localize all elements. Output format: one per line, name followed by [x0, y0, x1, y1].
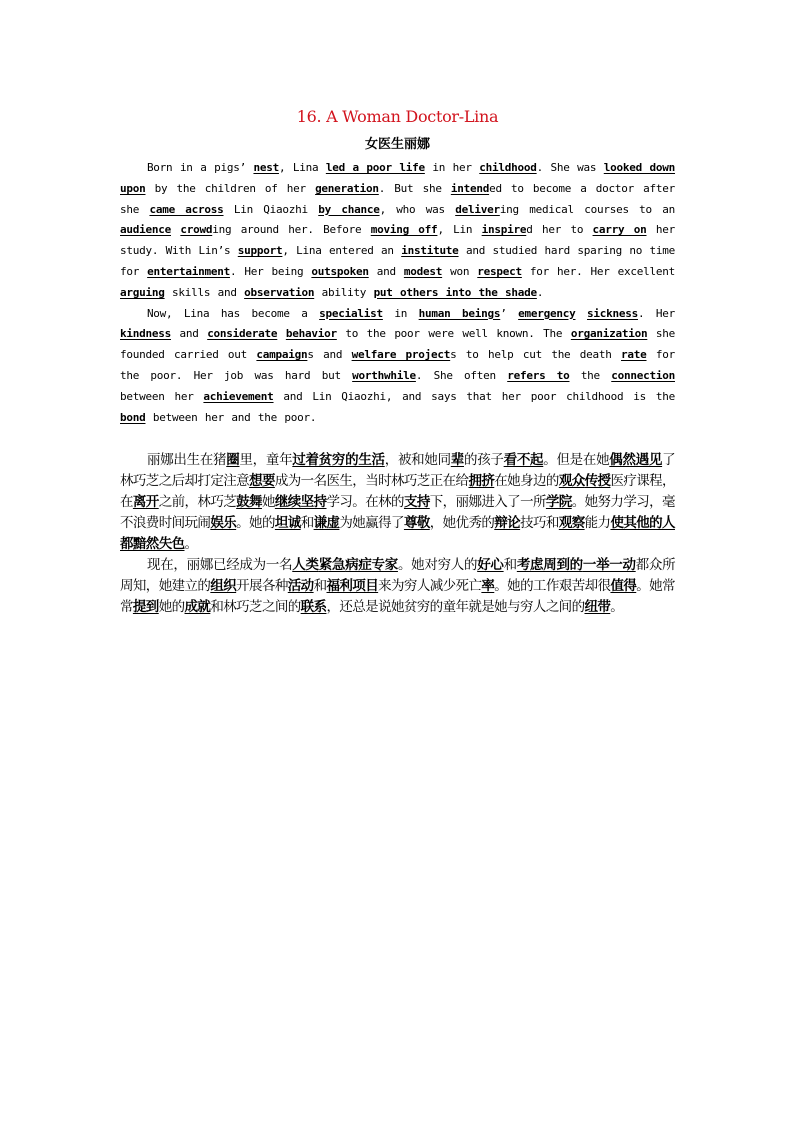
text-run: 现在，丽娜已经成为一名	[147, 557, 293, 574]
text-run: 和	[313, 578, 327, 595]
vocabulary-term: 继续坚持	[274, 494, 327, 511]
vocabulary-term: 联系	[300, 599, 327, 616]
chinese-passage	[120, 450, 675, 618]
vocabulary-term: 纽带	[584, 599, 611, 616]
text-run: 来为穷人减少死亡	[378, 578, 482, 595]
document-subtitle: 女医生丽娜	[364, 137, 430, 152]
text-run: .	[536, 285, 544, 299]
vocabulary-term: 观察	[558, 515, 585, 532]
vocabulary-term: 坦诚	[274, 515, 301, 532]
vocabulary-term: put others into the shade	[373, 285, 537, 299]
text-run: Now, Lina has become a	[146, 306, 320, 320]
vocabulary-term: 传授	[584, 473, 611, 490]
vocabulary-term: carry on	[592, 223, 647, 237]
vocabulary-term: sickness	[587, 306, 638, 320]
text-run: 技巧和	[520, 515, 559, 532]
chinese-paragraph-1	[120, 450, 675, 555]
text-run: and Lin Qiaozhi, and says that her poor childhood is the	[273, 389, 675, 403]
vocabulary-term: entertainment	[147, 264, 230, 278]
vocabulary-term: 过着贫穷的生活	[292, 452, 385, 469]
vocabulary-term: crowd	[180, 223, 213, 237]
vocabulary-term: by chance	[318, 202, 380, 216]
vocabulary-term: human beings	[418, 306, 501, 320]
section-spacer	[120, 428, 675, 450]
vocabulary-term: audience	[120, 223, 171, 237]
vocabulary-term: welfare project	[351, 348, 451, 362]
vocabulary-term: 人类	[292, 557, 319, 574]
text-run: the	[569, 368, 612, 382]
text-run: and	[170, 327, 208, 341]
vocabulary-term: worthwhile	[352, 368, 416, 382]
vocabulary-term: 尊敬	[403, 515, 430, 532]
text-run: ing around her. Before	[212, 223, 371, 237]
vocabulary-term: bond	[120, 410, 146, 424]
text-run: 的孩子	[464, 452, 504, 469]
text-run: , Lina	[278, 161, 326, 174]
text-run: won	[442, 264, 478, 278]
vocabulary-term: 圈	[226, 452, 240, 469]
vocabulary-term: 好心	[477, 557, 504, 574]
text-run: ，还总是说她贫穷的童年就是她与穷人之间的	[326, 599, 585, 616]
vocabulary-term: 拥挤	[468, 473, 495, 490]
text-run: s to help cut the death	[450, 348, 622, 362]
text-run: 学习。在林的	[326, 494, 404, 511]
text-run: 。她努力学习，毫不浪费时间玩闹	[120, 494, 675, 532]
vocabulary-term: 组织	[210, 578, 237, 595]
vocabulary-term: 观众	[558, 473, 585, 490]
vocabulary-term: inspire	[481, 223, 527, 237]
vocabulary-term: nest	[253, 161, 279, 174]
vocabulary-term: 紧急	[318, 557, 346, 574]
vocabulary-term: 离开	[132, 494, 159, 511]
text-run: , Lina entered an	[282, 244, 402, 258]
vocabulary-term: came across	[149, 202, 224, 216]
vocabulary-term: institute	[401, 244, 459, 258]
vocabulary-term: looked down upon	[120, 161, 676, 195]
text-run: ability	[314, 285, 374, 299]
text-run: 和	[503, 557, 517, 574]
document-page	[120, 106, 675, 618]
chinese-paragraph-2	[120, 555, 675, 618]
text-run: by the children of her	[145, 181, 316, 195]
vocabulary-term: 考虑周到的	[516, 557, 583, 574]
vocabulary-term: moving off	[370, 223, 438, 237]
vocabulary-term: modest	[403, 264, 443, 278]
vocabulary-term: 看不起	[503, 452, 544, 469]
vocabulary-term: 病症	[345, 557, 372, 574]
text-run: in her	[424, 161, 480, 174]
text-run: 之前，林巧芝	[158, 494, 237, 511]
vocabulary-term: 福利项目	[326, 578, 379, 595]
vocabulary-term: intend	[450, 181, 490, 195]
vocabulary-term: organization	[570, 327, 648, 341]
vocabulary-term: generation	[315, 181, 379, 195]
vocabulary-term: 活动	[287, 578, 314, 595]
text-run: 丽娜出生在猪	[147, 452, 227, 469]
vocabulary-term: 辩论	[494, 515, 521, 532]
text-run: 。她对穷人的	[397, 557, 478, 574]
text-run: Lin Qiaozhi	[223, 202, 319, 216]
vocabulary-term: 率	[481, 578, 495, 595]
text-run: 在她身边的	[494, 473, 559, 490]
text-run: ，被和她同	[384, 452, 451, 469]
text-run: 她的	[158, 599, 185, 616]
text-run: 成为一名医生，当时林巧芝正在给	[274, 473, 469, 490]
vocabulary-term: childhood	[479, 161, 537, 174]
vocabulary-term: refers to	[507, 368, 570, 382]
text-run: 。她常常	[120, 578, 675, 616]
text-run: . Her being	[229, 264, 312, 278]
vocabulary-term: considerate	[207, 327, 278, 341]
text-run: ’	[500, 306, 519, 320]
vocabulary-term: 成就	[184, 599, 211, 616]
vocabulary-term: 一举一动	[582, 557, 636, 574]
text-run: , who was	[379, 202, 456, 216]
text-run: 下，丽娜进入了一所	[429, 494, 546, 511]
text-run: 能力	[584, 515, 611, 532]
vocabulary-term: kindness	[120, 327, 171, 341]
text-run: 。但是在她	[543, 452, 610, 469]
text-run: 。	[184, 536, 198, 553]
vocabulary-term: support	[237, 244, 283, 258]
vocabulary-term: behavior	[285, 327, 337, 341]
text-run: 开展各种	[236, 578, 288, 595]
text-run: 为她赢得了	[339, 515, 404, 532]
vocabulary-term: 偶然遇见	[609, 452, 663, 469]
english-paragraph-2	[120, 304, 675, 429]
text-run	[277, 327, 286, 340]
text-run: 了林巧芝之后却打定注意	[120, 452, 676, 490]
text-run: . But she	[378, 181, 451, 195]
vocabulary-term: 值得	[610, 578, 637, 595]
vocabulary-term: 想要	[249, 473, 275, 490]
text-run: 里，童年	[239, 452, 293, 469]
text-run: s and	[307, 348, 352, 362]
text-run: , Lin	[437, 223, 482, 237]
text-run: and	[368, 264, 404, 278]
text-run: 。她的	[236, 515, 275, 532]
vocabulary-term: 专家	[371, 557, 398, 574]
text-run: between her and the poor.	[145, 410, 317, 424]
text-run: to the poor were well known. The	[336, 327, 571, 341]
text-run: for the poor. Her job was hard but	[120, 348, 675, 382]
text-run: for her. Her excellent	[521, 264, 675, 278]
vocabulary-term: deliver	[455, 202, 500, 216]
text-run: she founded carried out	[120, 327, 675, 362]
text-run: 。她的工作艰苦却很	[494, 578, 611, 595]
text-run: Born in a pigs’	[146, 161, 254, 174]
text-run: between her	[120, 389, 204, 403]
vocabulary-term: arguing	[120, 285, 165, 299]
document-title: 16. A Woman Doctor-Lina	[296, 107, 499, 126]
text-run: . Her	[637, 306, 675, 320]
vocabulary-term: led a poor life	[325, 161, 425, 174]
vocabulary-term: 谦虚	[313, 515, 340, 532]
vocabulary-term: observation	[244, 285, 315, 299]
text-run: 和林巧芝之间的	[210, 599, 301, 616]
vocabulary-term: campaign	[256, 348, 308, 362]
vocabulary-term: connection	[611, 368, 675, 382]
vocabulary-term: 娱乐	[210, 515, 237, 532]
vocabulary-term: achievement	[203, 389, 274, 403]
vocabulary-term: 辈	[450, 452, 464, 469]
vocabulary-term: emergency	[518, 306, 576, 320]
english-paragraph-1	[120, 158, 675, 304]
text-run: 医疗课程，在	[120, 473, 675, 511]
vocabulary-term: 支持	[403, 494, 430, 511]
vocabulary-term: specialist	[319, 306, 383, 320]
vocabulary-term: 学院	[545, 494, 572, 511]
vocabulary-term: 使其他的人都黯然失色	[120, 515, 675, 553]
text-run: ing medical courses to an	[499, 202, 675, 216]
text-run: ，她优秀的	[429, 515, 495, 532]
text-run: ed to become a doctor after she	[120, 181, 675, 216]
text-run: 和	[300, 515, 314, 532]
text-run: 她	[261, 494, 275, 511]
text-run	[575, 307, 587, 320]
vocabulary-term: 鼓舞	[236, 494, 262, 511]
text-run: in	[382, 306, 419, 320]
text-run: d her to	[526, 223, 593, 237]
english-passage	[120, 158, 675, 428]
text-run: skills and	[164, 285, 245, 299]
text-run: 。	[610, 599, 624, 616]
vocabulary-term: rate	[621, 348, 647, 362]
text-run	[171, 223, 180, 236]
text-run: . She often	[415, 368, 508, 382]
vocabulary-term: outspoken	[311, 264, 369, 278]
text-run: her study. With Lin’s	[120, 223, 675, 258]
vocabulary-term: respect	[477, 264, 522, 278]
text-run: 都众所周知，她建立的	[120, 557, 675, 595]
vocabulary-term: 提到	[132, 599, 159, 616]
text-run: . She was	[536, 161, 604, 174]
text-run: and studied hard sparing no time for	[120, 244, 675, 278]
